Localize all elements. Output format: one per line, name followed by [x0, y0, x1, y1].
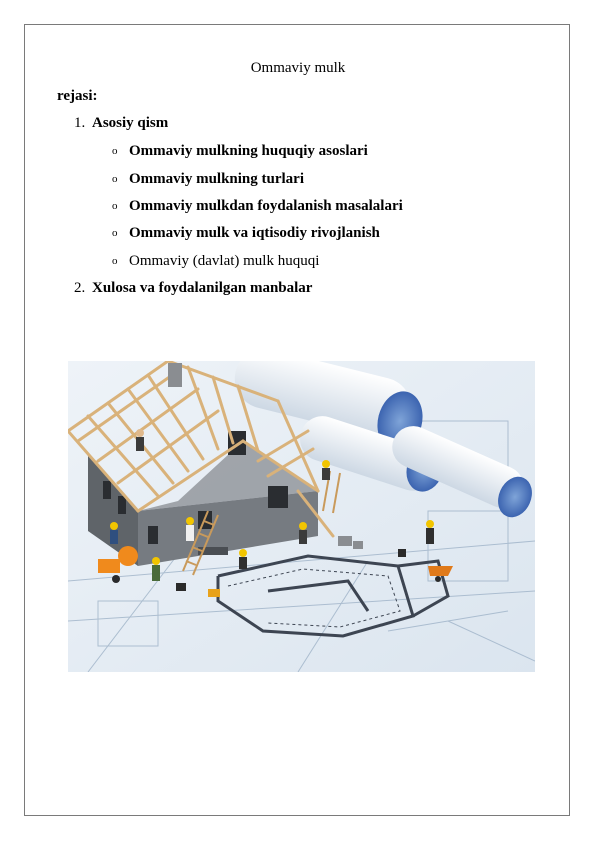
subitem-label: Ommaviy mulk va iqtisodiy rivojlanish [129, 225, 380, 241]
section-number: 1. [74, 115, 86, 131]
subitem-label: Ommaviy mulkdan foydalanish masalalari [129, 198, 403, 214]
bullet-marker: o [112, 255, 118, 267]
subitem-label: Ommaviy mulkning huquqiy asoslari [129, 143, 368, 159]
construction-illustration [68, 361, 535, 672]
subitem-label: Ommaviy (davlat) mulk huquqi [129, 253, 320, 269]
subitem-label: Ommaviy mulkning turlari [129, 171, 305, 187]
bullet-marker: o [112, 227, 118, 239]
document-title: Ommaviy mulk [250, 60, 346, 76]
section-number: 2. [74, 280, 86, 296]
bullet-marker: o [112, 200, 118, 212]
plan-label: rejasi: [57, 88, 98, 104]
bullet-marker: o [112, 173, 118, 185]
bullet-marker: o [112, 145, 118, 157]
section-label: Asosiy qism [92, 115, 169, 131]
section-label: Xulosa va foydalanilgan manbalar [92, 280, 313, 296]
